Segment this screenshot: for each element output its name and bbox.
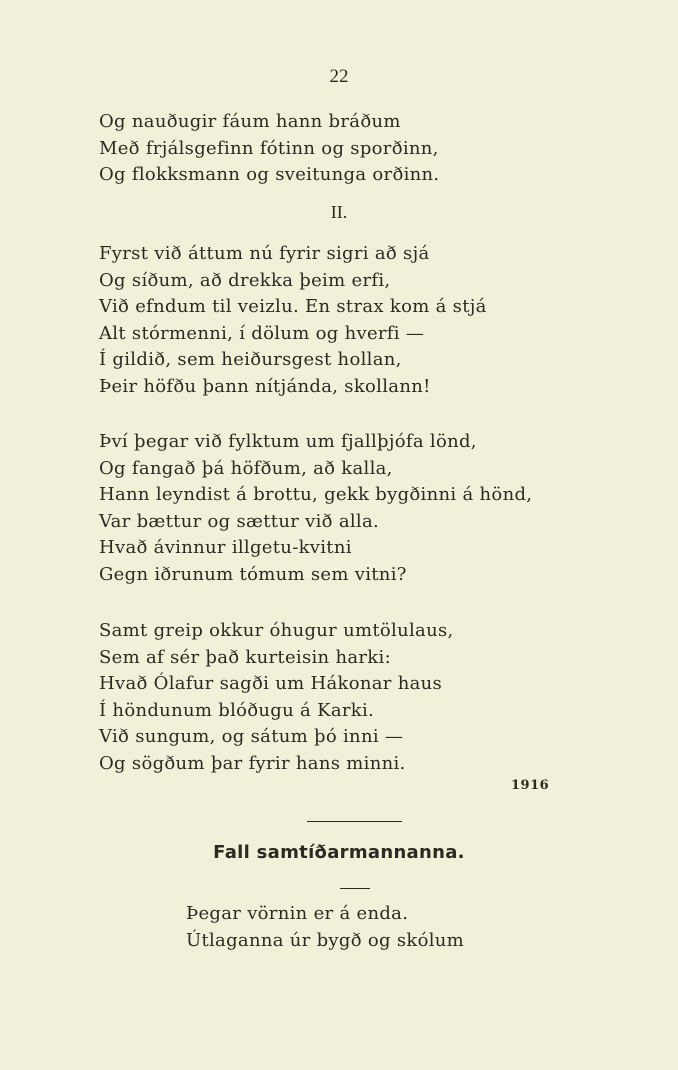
- verse-line: Og flokksmann og sveitunga orðinn.: [99, 164, 440, 185]
- verse-line: Hvað ávinnur illgetu-kvitni: [99, 537, 352, 558]
- stanza-3: [99, 618, 454, 777]
- verse-line: Þeir höfðu þann nítjánda, skollann!: [99, 375, 431, 397]
- title-rule: [340, 888, 370, 889]
- verse-line: Og fangað þá höfðum, að kalla,: [99, 457, 393, 479]
- verse-line: Hvað Ólafur sagði um Hákonar haus: [99, 673, 443, 694]
- verse-line: Í höndunum blóðugu á Karki.: [99, 699, 375, 721]
- verse-line: Gegn iðrunum tómum sem vitni?: [99, 563, 407, 585]
- section-number: II.: [330, 202, 348, 222]
- page-number: 22: [329, 66, 349, 87]
- stanza-1: [99, 241, 487, 400]
- verse-line: Hann leyndist á brottu, gekk bygðinni á hönd,: [99, 484, 533, 505]
- stanza-2: [99, 429, 532, 588]
- next-poem-stanza: [186, 901, 464, 954]
- verse-line: Og sögðum þar fyrir hans minni.: [99, 752, 406, 774]
- stanza-continuation: [99, 109, 439, 189]
- verse-line: Þegar vörnin er á enda.: [186, 903, 409, 924]
- verse-line: Við sungum, og sátum þó inni —: [99, 726, 404, 747]
- verse-line: Var bættur og sættur við alla.: [99, 510, 380, 532]
- verse-line: Samt greip okkur óhugur umtölulaus,: [99, 620, 454, 641]
- poem-year: 1916: [511, 778, 550, 793]
- divider-rule: [307, 821, 402, 822]
- poem-title: Fall samtíðarmannanna.: [213, 842, 465, 863]
- verse-line: Og nauðugir fáum hann bráðum: [99, 111, 401, 132]
- verse-line: Í gildið, sem heiðursgest hollan,: [99, 349, 402, 370]
- verse-line: Og síðum, að drekka þeim erfi,: [99, 269, 391, 291]
- verse-line: Sem af sér það kurteisin harki:: [99, 646, 391, 668]
- verse-line: Því þegar við fylktum um fjallþjófa lönd,: [99, 431, 477, 452]
- verse-line: Alt stórmenni, í dölum og hverfi —: [99, 322, 425, 344]
- verse-line: Fyrst við áttum nú fyrir sigri að sjá: [99, 243, 430, 264]
- verse-line: Við efndum til veizlu. En strax kom á stjá: [99, 296, 487, 317]
- verse-line: Með frjálsgefinn fótinn og sporðinn,: [99, 137, 439, 159]
- verse-line: Útlaganna úr bygð og skólum: [186, 929, 465, 951]
